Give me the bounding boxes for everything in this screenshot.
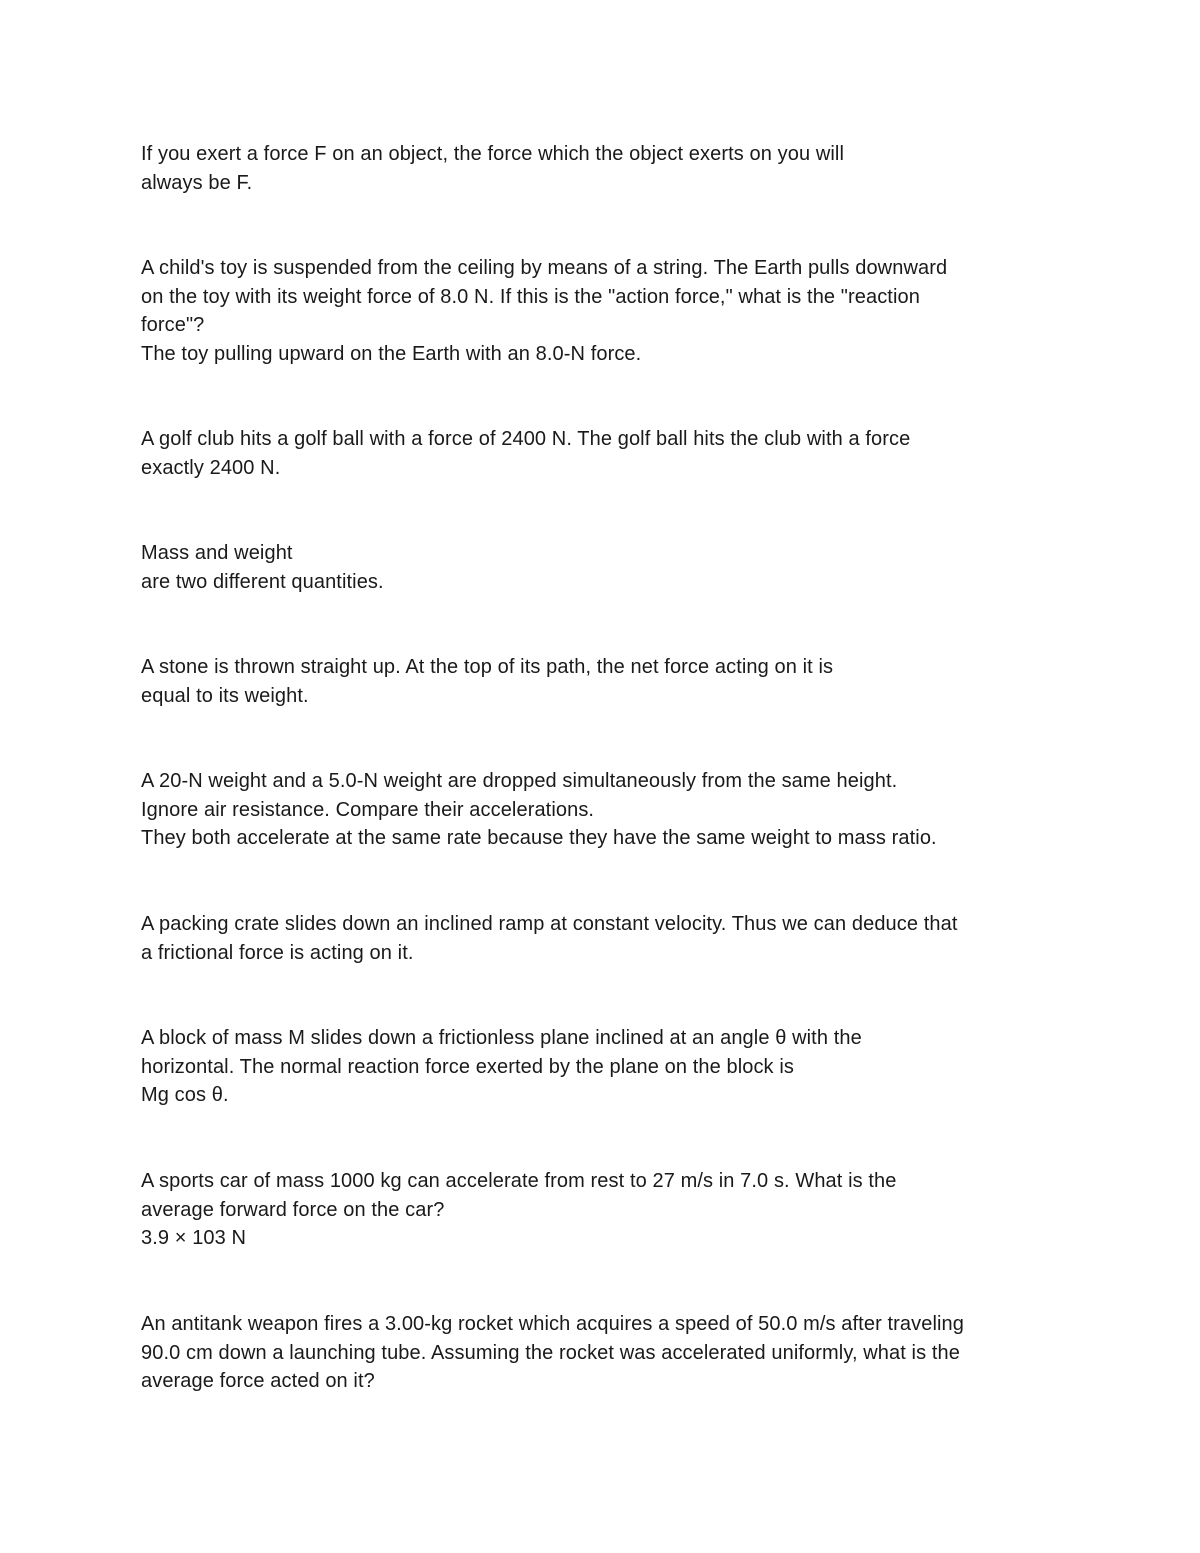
qa-block-7 [141, 910, 1041, 967]
text-line: An antitank weapon fires a 3.00-kg rocket which acquires a speed of 50.0 m/s after traveling [141, 1313, 964, 1335]
text-line: equal to its weight. [141, 684, 309, 707]
text-line: A child's toy is suspended from the ceiling by means of a string. The Earth pulls downward [141, 257, 948, 279]
qa-block-10 [141, 1310, 1041, 1396]
qa-block-3 [141, 425, 1041, 482]
text-line: A packing crate slides down an inclined ramp at constant velocity. Thus we can deduce that [141, 913, 958, 935]
text-line: exactly 2400 N. [141, 456, 281, 479]
qa-block-9 [141, 1167, 1041, 1253]
qa-block-2 [141, 254, 1041, 368]
text-line: force"? [141, 314, 205, 337]
text-line: 90.0 cm down a launching tube. Assuming the rocket was accelerated uniformly, what is the [141, 1341, 960, 1364]
text-line: are two different quantities. [141, 570, 384, 593]
text-line: The toy pulling upward on the Earth with an 8.0-N force. [141, 342, 642, 365]
text-line: A stone is thrown straight up. At the top of its path, the net force acting on it is [141, 656, 834, 678]
text-line: 3.9 × 103 N [141, 1227, 247, 1250]
qa-block-5 [141, 653, 1041, 710]
text-line: average force acted on it? [141, 1370, 375, 1393]
text-line: always be F. [141, 171, 253, 194]
text-line: Mass and weight [141, 542, 293, 564]
text-line: A sports car of mass 1000 kg can accelerate from rest to 27 m/s in 7.0 s. What is the [141, 1170, 897, 1192]
text-line: A golf club hits a golf ball with a force of 2400 N. The golf ball hits the club with a force [141, 428, 911, 450]
qa-block-8 [141, 1024, 1041, 1110]
qa-block-1 [141, 140, 1041, 197]
text-line: If you exert a force F on an object, the force which the object exerts on you will [141, 143, 845, 165]
text-line: They both accelerate at the same rate because they have the same weight to mass ratio. [141, 827, 937, 850]
text-line: A 20-N weight and a 5.0-N weight are dropped simultaneously from the same height. [141, 770, 898, 792]
text-line: horizontal. The normal reaction force exerted by the plane on the block is [141, 1055, 794, 1078]
text-line: on the toy with its weight force of 8.0 N. If this is the "action force," what is the "reaction [141, 285, 920, 308]
text-line: A block of mass M slides down a frictionless plane inclined at an angle θ with the [141, 1027, 862, 1049]
qa-block-4 [141, 539, 1041, 596]
text-line: Ignore air resistance. Compare their accelerations. [141, 798, 595, 821]
text-line: a frictional force is acting on it. [141, 941, 414, 964]
text-line: average forward force on the car? [141, 1198, 445, 1221]
text-line: Mg cos θ. [141, 1084, 229, 1107]
qa-block-6 [141, 767, 1041, 853]
